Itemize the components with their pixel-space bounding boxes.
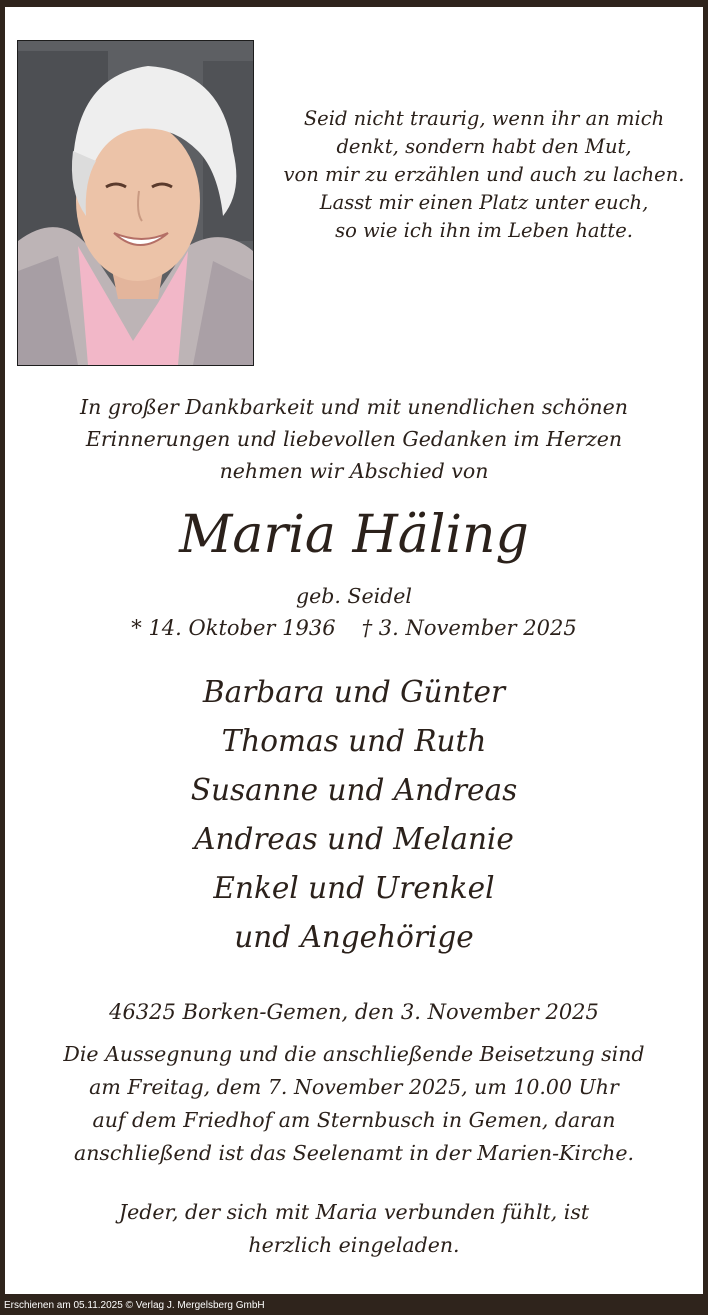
birth-date: * 14. Oktober 1936 — [131, 616, 336, 640]
funeral-line: am Freitag, dem 7. November 2025, um 10.00 Uhr — [89, 1075, 619, 1099]
funeral-details — [10, 1038, 698, 1170]
mourner-line: Susanne und Andreas — [190, 773, 518, 807]
mourner-line: Enkel und Urenkel — [213, 871, 495, 905]
funeral-line: Die Aussegnung und die anschließende Beisetzung sind — [63, 1042, 645, 1066]
intro-line: In großer Dankbarkeit und mit unendlichen schönen — [80, 395, 628, 419]
poem-line: so wie ich ihn im Leben hatte. — [335, 219, 633, 242]
invitation-note — [10, 1196, 698, 1262]
mourners-list — [10, 668, 698, 962]
farewell-intro — [10, 391, 698, 487]
poem-line: von mir zu erzählen und auch zu lachen. — [283, 163, 685, 186]
mourner-line: Barbara und Günter — [202, 675, 506, 709]
poem-line: Lasst mir einen Platz unter euch, — [319, 191, 649, 214]
death-date: † 3. November 2025 — [361, 616, 577, 640]
portrait-photo — [17, 40, 254, 366]
intro-line: Erinnerungen und liebevollen Gedanken im Herzen — [85, 427, 623, 451]
mourner-line: Thomas und Ruth — [221, 724, 487, 758]
mourner-line: Andreas und Melanie — [194, 822, 514, 856]
funeral-line: auf dem Friedhof am Sternbusch in Gemen, daran — [92, 1108, 616, 1132]
invitation-line: Jeder, der sich mit Maria verbunden fühlt, ist — [118, 1200, 590, 1224]
funeral-line: anschließend ist das Seelenamt in der Marien-Kirche. — [73, 1141, 635, 1165]
intro-line: nehmen wir Abschied von — [219, 459, 489, 483]
deceased-name: Maria Häling — [179, 505, 529, 565]
invitation-line: herzlich eingeladen. — [248, 1233, 460, 1257]
born-name: geb. Seidel — [296, 584, 412, 608]
poem-line: denkt, sondern habt den Mut, — [336, 135, 632, 158]
poem-line: Seid nicht traurig, wenn ihr an mich — [303, 107, 665, 130]
mourner-line: und Angehörige — [234, 920, 474, 954]
publication-footer: Erschienen am 05.11.2025 © Verlag J. Mergelsberg GmbH — [4, 1300, 265, 1311]
memorial-poem — [268, 105, 700, 245]
place-date: 46325 Borken-Gemen, den 3. November 2025 — [109, 1000, 599, 1024]
life-dates — [10, 612, 698, 644]
